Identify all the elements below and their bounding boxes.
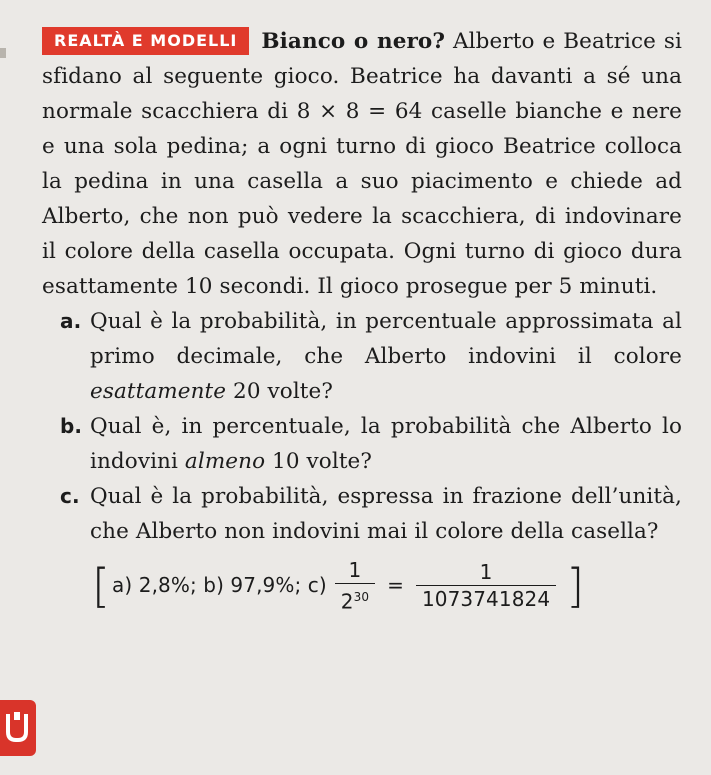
exercise-title: Bianco o nero? <box>261 29 446 54</box>
question-text <box>90 304 682 409</box>
question-c <box>60 479 682 549</box>
answer-key <box>90 559 682 613</box>
fraction-power <box>335 559 375 613</box>
power-exponent: 30 <box>353 590 370 604</box>
statement-text-1: Alberto e Beatrice si sfidano al seguente gioco. Beatrice ha davanti a sé una normale scacchiera di <box>42 29 683 124</box>
question-letter: a. <box>60 309 82 333</box>
fraction-denominator <box>335 583 375 613</box>
question-b <box>60 409 682 479</box>
corner-badge <box>0 700 36 756</box>
question-text-part: 10 volte? <box>265 449 373 474</box>
exercise <box>42 24 682 613</box>
question-letter: b. <box>60 414 83 438</box>
answer-text: a) 2,8%; b) 97,9%; c) <box>112 573 327 598</box>
fraction-value <box>416 561 556 610</box>
question-emphasis: almeno <box>184 449 266 474</box>
question-text <box>90 479 682 549</box>
question-text-part: Qual è la probabilità, in percentuale approssimata al primo decimale, che Alberto indovini il colore <box>90 309 682 369</box>
equals-sign: = <box>387 573 404 598</box>
fraction-numerator: 1 <box>479 560 493 585</box>
question-text-part: Qual è la probabilità, espressa in frazione dell’unità, che Alberto non indovini mai il colore della casella? <box>90 484 682 544</box>
question-text <box>90 409 682 479</box>
fraction-numerator: 1 <box>348 558 362 582</box>
statement-math: 8 × 8 = 64 <box>296 99 423 124</box>
questions-list <box>42 304 682 549</box>
book-icon <box>5 710 31 744</box>
question-a <box>60 304 682 409</box>
bracket-right: ] <box>566 558 585 613</box>
question-letter: c. <box>60 484 80 508</box>
power-base: 2 <box>340 589 354 614</box>
question-text-part: Qual è, in percentuale, la probabilità che Alberto lo indovini <box>90 414 682 474</box>
section-badge: REALTÀ E MODELLI <box>42 27 249 55</box>
margin-mark <box>0 48 6 58</box>
fraction-denominator: 1073741824 <box>416 585 556 610</box>
question-emphasis: esattamente <box>90 379 227 404</box>
statement-text-2: caselle bianche e nere e una sola pedina; a ogni turno di gioco Beatrice colloca la pedina in una casella a suo piacimento e chiede ad Alberto, che non può vedere la scacchiera, di indovinare il colore della casella occupata. Ogni turno di gioco dura esattamente 10 secondi. Il gioco prosegue per 5 minuti. <box>42 99 682 299</box>
bracket-left: [ <box>92 558 111 613</box>
question-text-part: 20 volte? <box>226 379 333 404</box>
exercise-statement <box>42 24 682 304</box>
